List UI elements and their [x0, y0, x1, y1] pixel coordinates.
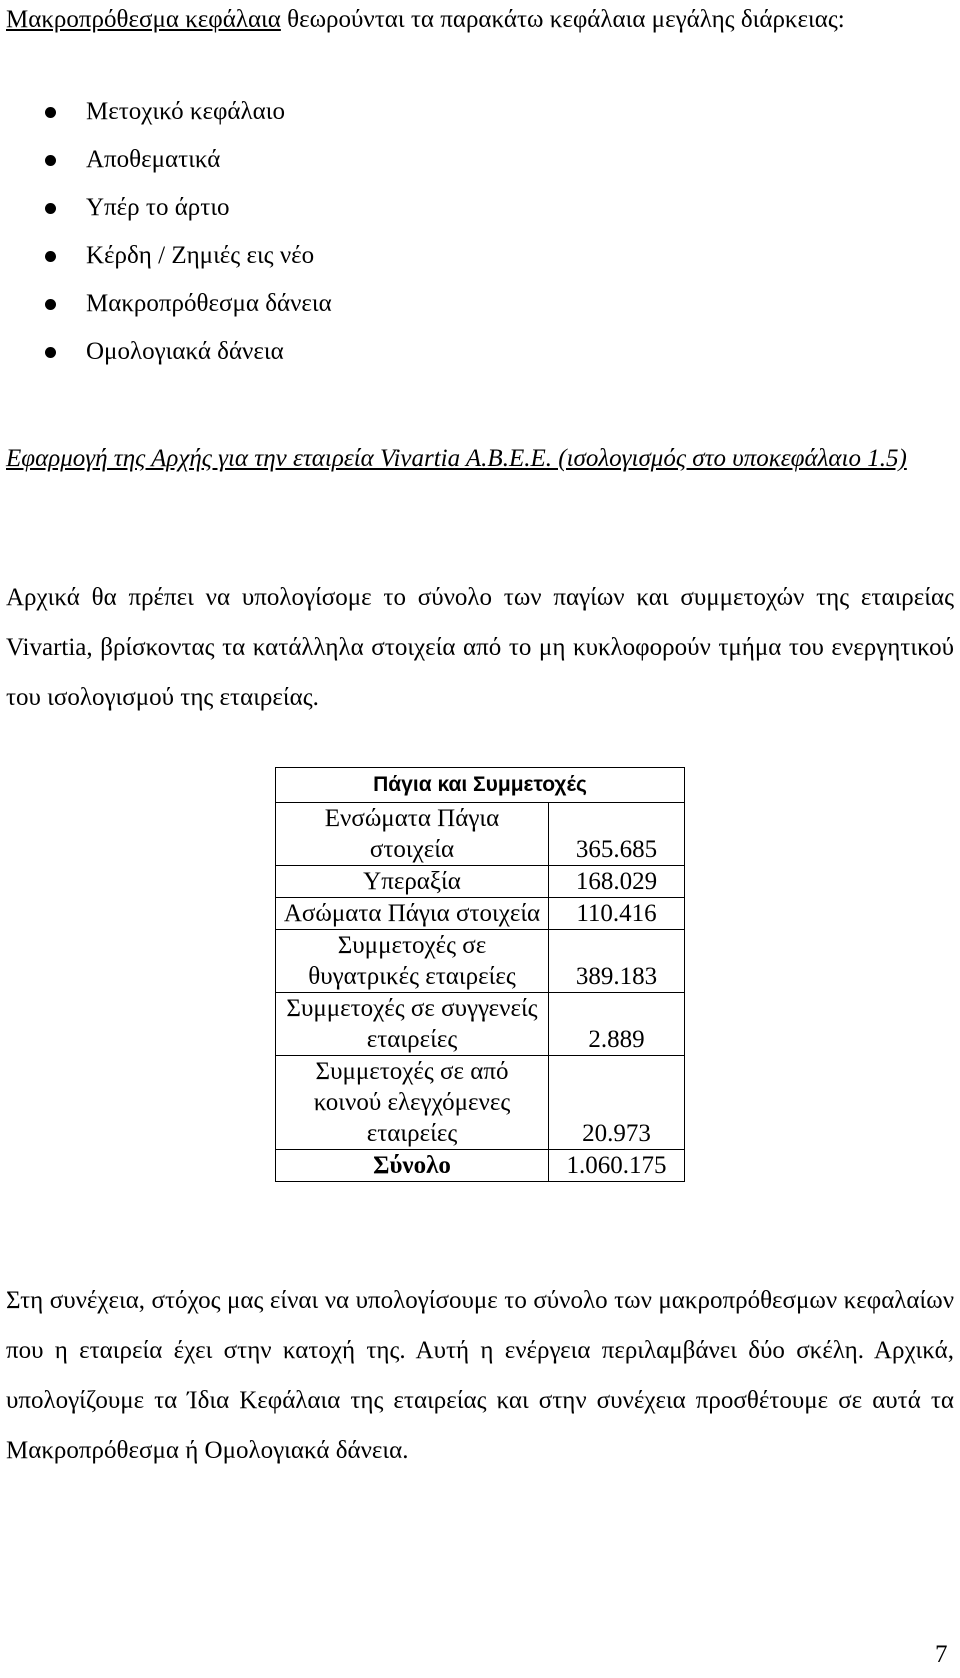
list-item-text: Μακροπρόθεσμα δάνεια	[86, 290, 332, 317]
page-number: 7	[935, 1641, 948, 1668]
table-row	[276, 803, 685, 866]
row-label: Ασώματα Πάγια στοιχεία	[276, 898, 549, 930]
application-heading: Εφαρμογή της Αρχής για την εταιρεία Vivartia A.B.E.E. (ισολογισμός στο υποκεφάλαιο 1.5)	[6, 445, 907, 472]
row-value: 110.416	[549, 898, 685, 930]
table-row	[276, 898, 685, 930]
row-label: Συμμετοχές σε θυγατρικές εταιρείες	[276, 930, 549, 993]
row-value: 389.183	[549, 930, 685, 993]
table-header-row	[276, 768, 685, 803]
bullet-icon	[45, 155, 56, 166]
list-item	[0, 92, 332, 140]
total-label: Σύνολο	[276, 1150, 549, 1182]
row-label: Υπεραξία	[276, 866, 549, 898]
intro-rest: θεωρούνται τα παρακάτω κεφάλαια μεγάλης διάρκειας:	[280, 6, 845, 33]
list-item	[0, 188, 332, 236]
list-item	[0, 284, 332, 332]
bullet-icon	[45, 347, 56, 358]
list-item	[0, 140, 332, 188]
row-label: Συμμετοχές σε συγγενείς εταιρείες	[276, 993, 549, 1056]
list-item-text: Υπέρ το άρτιο	[86, 194, 230, 221]
row-value: 20.973	[549, 1056, 685, 1150]
list-item-text: Μετοχικό κεφάλαιο	[86, 98, 285, 125]
table-row	[276, 866, 685, 898]
table-row	[276, 1056, 685, 1150]
capital-list	[0, 92, 332, 380]
paragraph-intro: Αρχικά θα πρέπει να υπολογίσομε το σύνολο των παγίων και συμμετοχών της εταιρείας Vivartia, βρίσκοντας τα κατάλληλα στοιχεία από το μη κυκλοφορούν τμήμα του ενεργητικού του ισολογισμού της εταιρείας.	[6, 584, 954, 711]
intro-underlined-term: Μακροπρόθεσμα κεφάλαια	[6, 6, 281, 33]
list-item	[0, 332, 332, 380]
list-item-text: Ομολογιακά δάνεια	[86, 338, 284, 365]
paragraph-conclusion: Στη συνέχεια, στόχος μας είναι να υπολογίσουμε το σύνολο των μακροπρόθεσμων κεφαλαίων που η εταιρεία έχει στην κατοχή της. Αυτή η ενέργεια περιλαμβάνει δύο σκέλη. Αρχικά, υπολογίζουμε τα Ίδια Κεφάλαια της εταιρείας και στην συνέχεια προσθέτουμε σε αυτά τα Μακροπρόθεσμα ή Ομολογιακά δάνεια.	[6, 1287, 954, 1464]
row-value: 2.889	[549, 993, 685, 1056]
bullet-icon	[45, 299, 56, 310]
list-item-text: Αποθεματικά	[86, 146, 221, 173]
row-value: 168.029	[549, 866, 685, 898]
row-label: Συμμετοχές σε από κοινού ελεγχόμενες εταιρείες	[276, 1056, 549, 1150]
table-row	[276, 930, 685, 993]
total-value: 1.060.175	[549, 1150, 685, 1182]
list-item-text: Κέρδη / Ζημιές εις νέο	[86, 242, 315, 269]
row-value: 365.685	[549, 803, 685, 866]
table-total-row	[276, 1150, 685, 1182]
row-label: Ενσώματα Πάγια στοιχεία	[276, 803, 549, 866]
intro-line	[6, 2, 946, 38]
bullet-icon	[45, 107, 56, 118]
fixed-assets-table	[275, 767, 685, 1182]
bullet-icon	[45, 251, 56, 262]
list-item	[0, 236, 332, 284]
bullet-icon	[45, 203, 56, 214]
table-row	[276, 993, 685, 1056]
table-title: Πάγια και Συμμετοχές	[276, 768, 685, 803]
